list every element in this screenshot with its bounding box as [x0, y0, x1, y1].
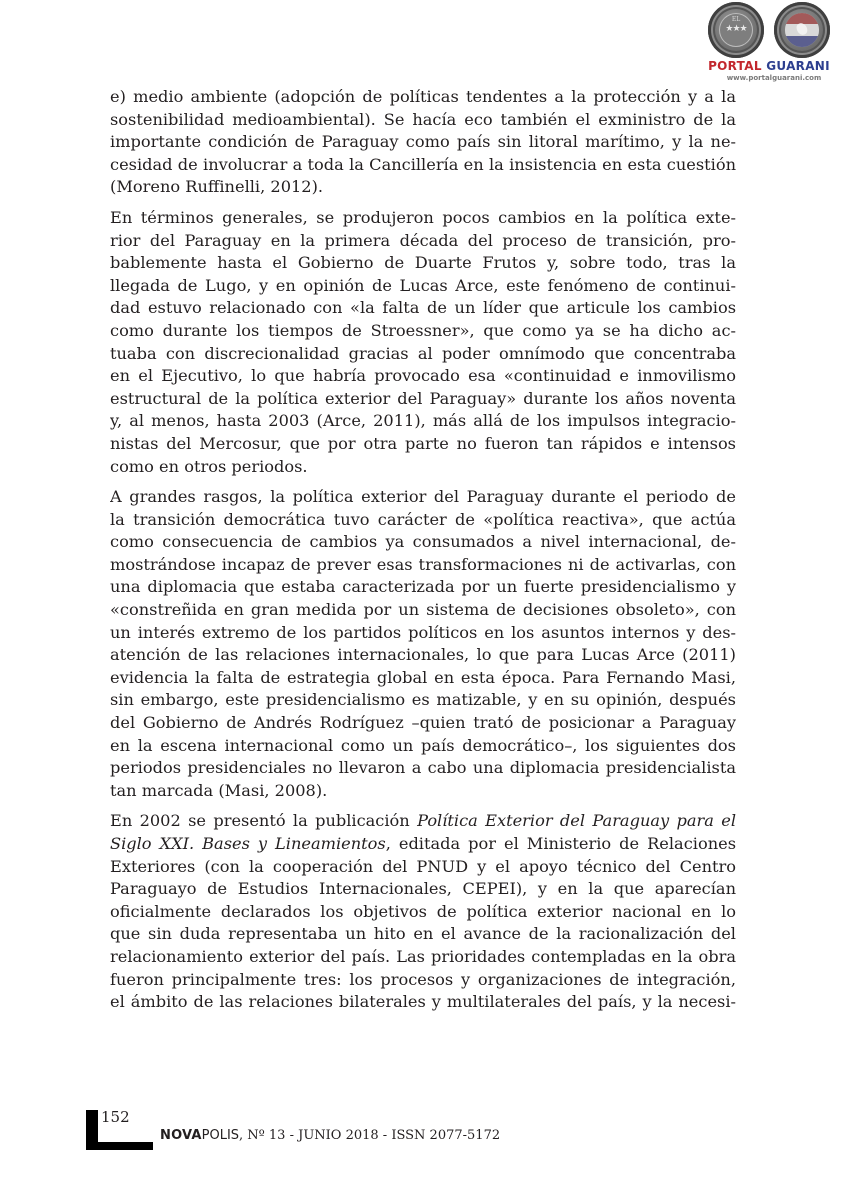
text-line: mostrándose incapaz de prever esas transformaciones ni de activarlas, con: [110, 554, 736, 574]
text-line: que sin duda representaba un hito en el avance de la racionalización del: [110, 924, 736, 944]
portal-guarani-watermark: [696, 2, 842, 82]
text-line: Siglo XXI. Bases y Lineamientos, editada por el Ministerio de Relaciones: [110, 834, 736, 853]
text-line: relacionamiento exterior del país. Las prioridades contempladas en la obra: [110, 946, 736, 966]
stars-icon: ★★★: [725, 24, 747, 34]
text-line: periodos presidenciales no llevaron a cabo una diplomacia presidencialista: [110, 758, 736, 778]
journal-footer: [160, 1128, 500, 1144]
text-line: una diplomacia que estaba caracterizada por un fuerte presidencialismo y: [110, 577, 736, 597]
text-line: nistas del Mercosur, que por otra parte no fueron tan rápidos e intensos: [110, 433, 736, 453]
paragraph-3: [110, 486, 736, 802]
text-line: en la escena internacional como un país democrático–, los siguientes dos: [110, 735, 736, 755]
text-line: «constreñida en gran medida por un sistema de decisiones obsoleto», con: [110, 600, 736, 620]
text-line: y, al menos, hasta 2003 (Arce, 2011), más allá de los impulsos integracio-: [110, 411, 736, 431]
medal-left-icon: [708, 2, 764, 58]
text-line: sostenibilidad medioambiental). Se hacía eco también el exministro de la: [110, 109, 736, 129]
publication-subtitle: Siglo XXI. Bases y Lineamientos: [110, 834, 386, 853]
text-line: Exteriores (con la cooperación del PNUD y el apoyo técnico del Centro: [110, 856, 736, 876]
text-line: Paraguayo de Estudios Internacionales, CEPEI), y en la que aparecían: [110, 879, 736, 899]
medal-flag-icon: [774, 2, 830, 58]
brand-url: www.portalguarani.com: [726, 74, 822, 82]
text-line: (Moreno Ruffinelli, 2012).: [110, 177, 324, 197]
journal-name-polis: POLIS: [201, 1128, 240, 1143]
text-line: dad estuvo relacionado con «la falta de un líder que articule los cambios: [110, 298, 736, 318]
text-line: del Gobierno de Andrés Rodríguez –quien trató de posicionar a Paraguay: [110, 713, 736, 733]
paragraph-2: [110, 207, 736, 478]
text-line: como durante los tiempos de Stroessner», que como ya se ha dicho ac-: [110, 320, 736, 340]
text-line: en el Ejecutivo, lo que habría provocado esa «continuidad e inmovilismo: [110, 366, 736, 386]
text-line: tan marcada (Masi, 2008).: [110, 780, 328, 800]
text-line: oficialmente declarados los objetivos de política exterior nacional en lo: [110, 901, 736, 921]
journal-issue: , Nº 13 - JUNIO 2018 - ISSN 2077-5172: [239, 1128, 501, 1143]
publication-title: Política Exterior del Paraguay para el: [417, 811, 736, 831]
paragraph-1: [110, 86, 736, 199]
text-line: la transición democrática tuvo carácter de «política reactiva», que actúa: [110, 509, 736, 529]
text-line: e) medio ambiente (adopción de políticas tendentes a la protección y a la: [110, 87, 736, 106]
text-line: como consecuencia de cambios ya consumados a nivel internacional, de-: [110, 532, 736, 552]
text-line: En términos generales, se produjeron pocos cambios en la política exte-: [110, 207, 736, 227]
text-line: cesidad de involucrar a toda la Cancillería en la insistencia en esta cuestión: [110, 154, 736, 174]
text-line: bablemente hasta el Gobierno de Duarte Frutos y, sobre todo, tras la: [110, 253, 736, 273]
paragraph-4: [110, 810, 736, 1013]
text-line: fueron principalmente tres: los procesos y organizaciones de integración,: [110, 969, 736, 989]
body-text: [110, 86, 736, 1022]
text-line: tuaba con discrecionalidad gracias al poder omnímodo que concentraba: [110, 343, 736, 363]
text-line: rior del Paraguay en la primera década del proceso de transición, pro-: [110, 230, 736, 250]
text-line: como en otros periodos.: [110, 456, 308, 476]
text-line: importante condición de Paraguay como país sin litoral marítimo, y la ne-: [110, 132, 736, 152]
brand-name: PORTAL GUARANI: [708, 59, 830, 73]
text-line: En 2002 se presentó la publicación Política Exterior del Paraguay para el: [110, 811, 736, 831]
text-line: el ámbito de las relaciones bilaterales y multilaterales del país, y la necesi-: [110, 992, 736, 1012]
text-line: A grandes rasgos, la política exterior del Paraguay durante el periodo de: [110, 487, 736, 507]
text-line: sin embargo, este presidencialismo es matizable, y en su opinión, después: [110, 690, 736, 710]
text-line: un interés extremo de los partidos políticos en los asuntos internos y des-: [110, 622, 736, 642]
text-line: atención de las relaciones internacionales, lo que para Lucas Arce (2011): [110, 645, 736, 665]
text-line: evidencia la falta de estrategia global en esta época. Para Fernando Masi,: [110, 667, 736, 687]
page-number: 152: [101, 1108, 130, 1126]
medal-left-text: EL: [731, 16, 741, 23]
text-line: llegada de Lugo, y en opinión de Lucas Arce, este fenómeno de continui-: [110, 275, 736, 295]
text-line: estructural de la política exterior del Paraguay» durante los años noventa: [110, 388, 736, 408]
journal-name-nova: NOVA: [160, 1128, 202, 1143]
